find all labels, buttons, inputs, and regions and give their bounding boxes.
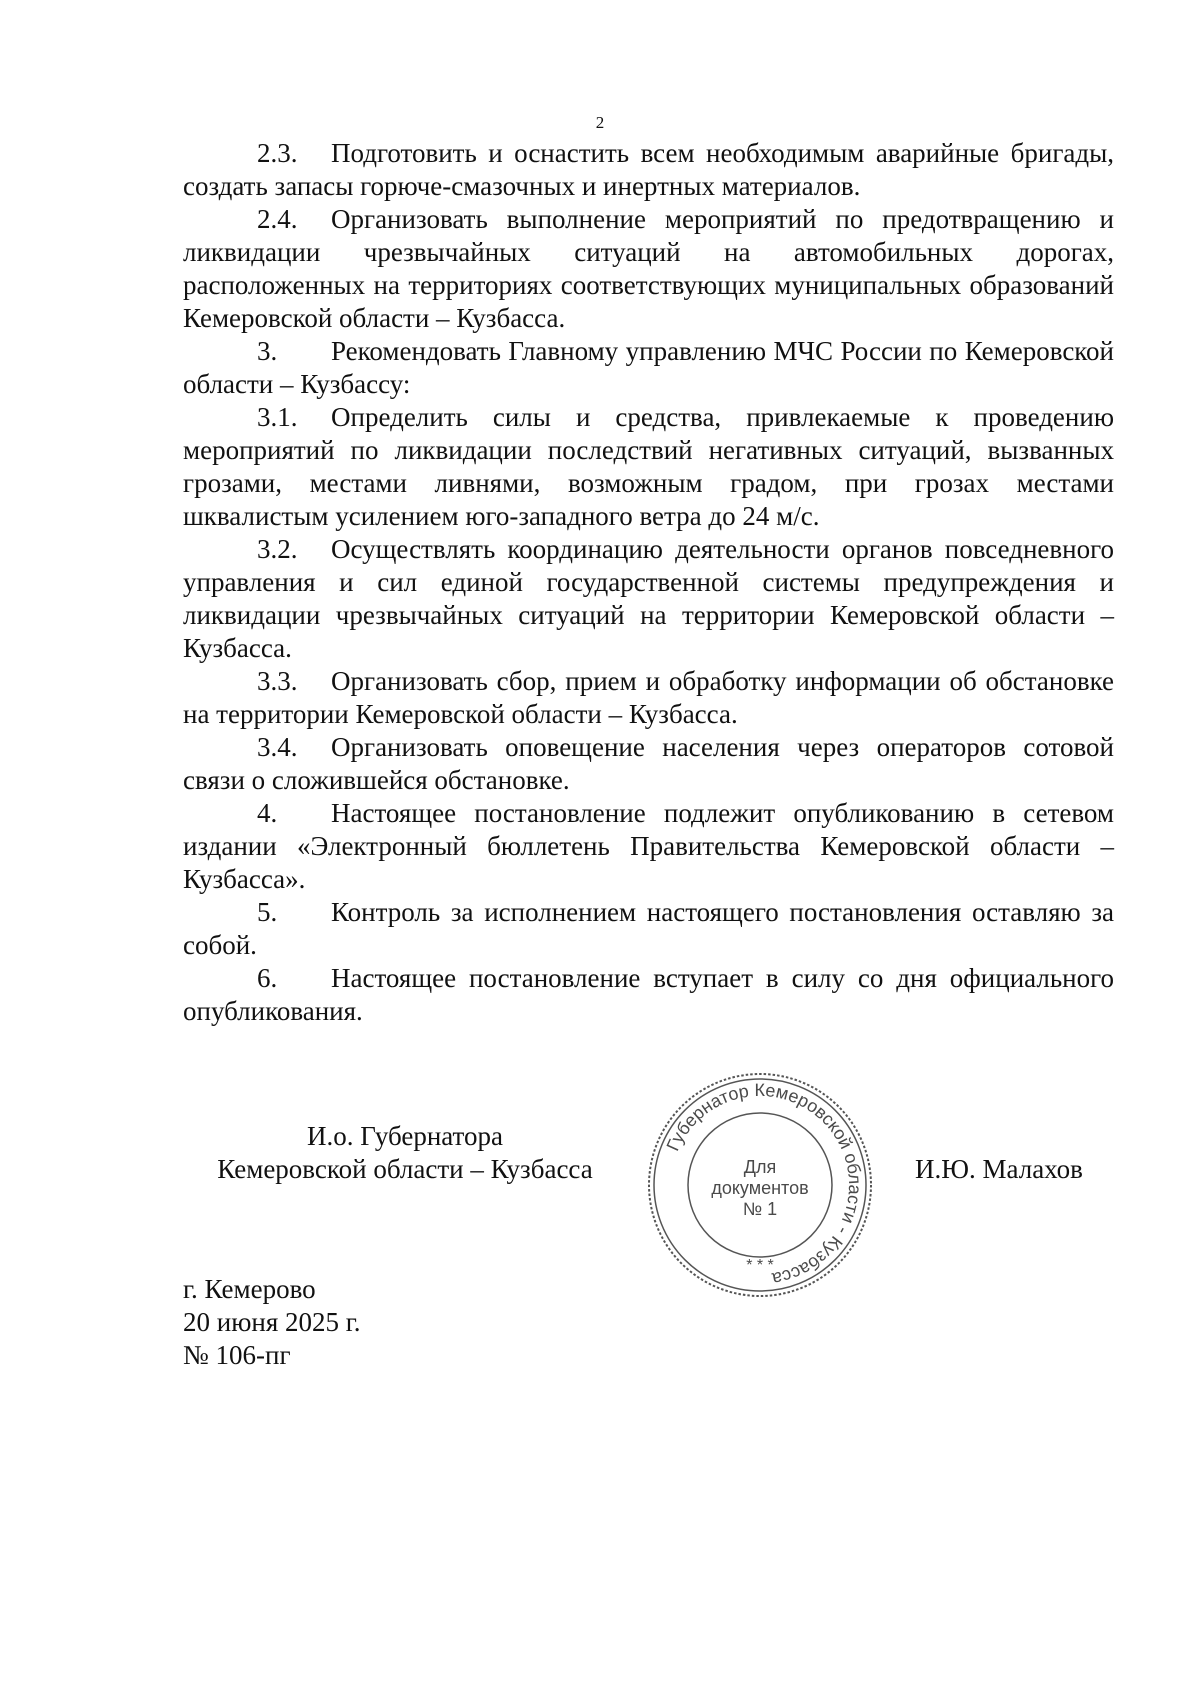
document-city: г. Кемерово [183,1274,316,1304]
paragraph-text: Организовать оповещение населения через операторов сотовой связи о сложившейся обстановке. [183,732,1114,795]
stamp-stars: * * * [746,1257,774,1274]
stamp-center-line-3: № 1 [742,1199,778,1219]
paragraph-3-1 [183,401,1114,533]
paragraph-number: 6. [257,963,278,993]
paragraph-text: Подготовить и оснастить всем необходимым аварийные бригады, создать запасы горюче-смазочных и инертных материалов. [183,138,1114,201]
paragraph-text: Настоящее постановление вступает в силу со дня официального опубликования. [183,963,1114,1026]
paragraph-3-4 [183,731,1114,797]
paragraph-text: Определить силы и средства, привлекаемые к проведению мероприятий по ликвидации последствий негативных ситуаций, вызванных грозами, местами ливнями, возможным градом, при грозах местами шквалистым усилением юго-западного ветра до 24 м/с. [183,402,1114,531]
paragraph-number: 2.4. [257,204,298,234]
document-date: 20 июня 2025 г. [183,1307,361,1337]
official-stamp [645,1070,875,1300]
document-body [183,137,1114,1028]
paragraph-number: 5. [257,897,278,927]
paragraph-number: 3.1. [257,402,298,432]
paragraph-number: 3. [257,336,278,366]
paragraph-number: 4. [257,798,278,828]
paragraph-text: Рекомендовать Главному управлению МЧС России по Кемеровской области – Кузбассу: [183,336,1114,399]
paragraph-text: Организовать сбор, прием и обработку информации об обстановке на территории Кемеровской области – Кузбасса. [183,666,1114,729]
signatory-title [180,1120,630,1186]
stamp-ring-text-path: Губернатор Кемеровской области - Кузбасса [662,1079,866,1290]
paragraph-text: Осуществлять координацию деятельности органов повседневного управления и сил единой государственной системы предупреждения и ликвидации чрезвычайных ситуаций на территории Кемеровской области – Кузбасса. [183,534,1114,663]
paragraph-number: 2.3. [257,138,298,168]
document-number: № 106-пг [183,1340,291,1370]
paragraph-3 [183,335,1114,401]
paragraph-number: 3.2. [257,534,298,564]
paragraph-6 [183,962,1114,1028]
signatory-title-line-1: И.о. Губернатора [306,1121,503,1151]
stamp-center-line-2: документов [711,1178,809,1198]
paragraph-number: 3.3. [257,666,298,696]
paragraph-number: 3.4. [257,732,298,762]
paragraph-text: Организовать выполнение мероприятий по предотвращению и ликвидации чрезвычайных ситуаций на автомобильных дорогах, расположенных на территориях соответствующих муниципальных образований Кемеровской области – Кузбасса. [183,204,1114,333]
paragraph-text: Настоящее постановление подлежит опубликованию в сетевом издании «Электронный бюллетень Правительства Кемеровской области – Кузбасса». [183,798,1114,894]
signatory-name: И.Ю. Малахов [915,1154,1083,1184]
paragraph-2-3 [183,137,1114,203]
document-place-date-number [183,1273,361,1372]
signatory-title-line-2: Кемеровской области – Кузбасса [217,1154,593,1184]
paragraph-2-4 [183,203,1114,335]
stamp-center-line-1: Для [743,1157,777,1177]
paragraph-5 [183,896,1114,962]
paragraph-3-2 [183,533,1114,665]
paragraph-3-3 [183,665,1114,731]
page-number: 2 [595,113,605,132]
paragraph-text: Контроль за исполнением настоящего постановления оставляю за собой. [183,897,1114,960]
paragraph-4 [183,797,1114,896]
